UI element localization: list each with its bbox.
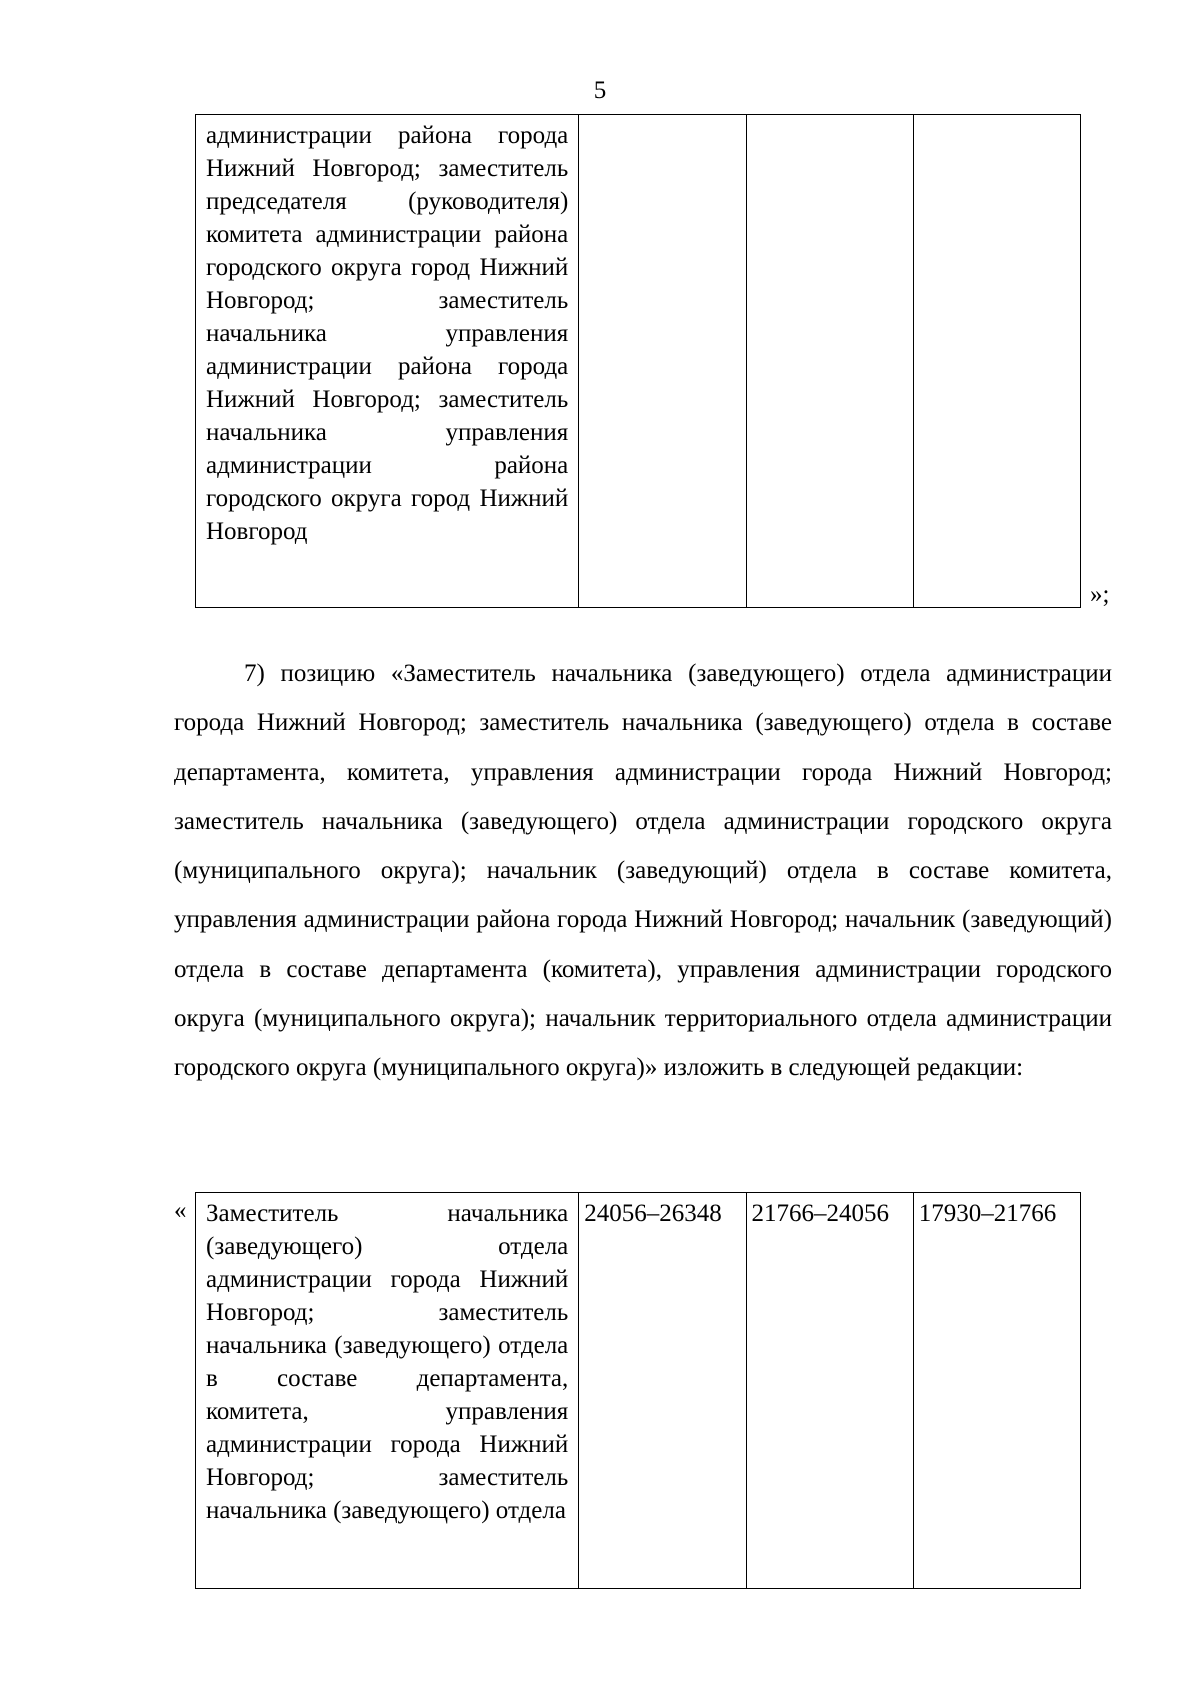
closing-quote-mark: »; — [1090, 581, 1110, 608]
salary-cell-2: 21766–24056 — [746, 1193, 913, 1589]
table-row — [196, 1193, 1081, 1589]
salary-cell-3: 17930–21766 — [913, 1193, 1080, 1589]
salary-cell-3 — [913, 115, 1080, 608]
table-row — [196, 115, 1081, 608]
amendment-paragraph: 7) позицию «Заместитель начальника (заведующего) отдела администрации города Нижний Новгород; заместитель начальника (заведующего) отдела в составе департамента, комитета, управления администрации города Нижний Новгород; заместитель начальника (заведующего) отдела администрации городского округа (муниципального округа); начальник (заведующий) отдела в составе комитета, управления администрации района города Нижний Новгород; начальник (заведующий) отдела в составе департамента (комитета), управления администрации городского округа (муниципального округа); начальник территориального отдела администрации городского округа (муниципального округа)» изложить в следующей редакции: — [174, 660, 1112, 1082]
opening-quote-mark: « — [174, 1197, 187, 1224]
position-name-cell: администрации района города Нижний Новгород; заместитель председателя (руководителя) комитета администрации района городского округа город Нижний Новгород; заместитель начальника управления администрации района города Нижний Новгород; заместитель начальника управления администрации района городского округа город Нижний Новгород — [196, 115, 579, 608]
position-table-continued — [195, 114, 1081, 608]
salary-cell-2 — [746, 115, 913, 608]
salary-cell-1 — [579, 115, 746, 608]
salary-cell-1: 24056–26348 — [579, 1193, 746, 1589]
page-number: 5 — [593, 77, 607, 104]
position-name-cell: Заместитель начальника (заведующего) отдела администрации города Нижний Новгород; заместитель начальника (заведующего) отдела в составе департамента, комитета, управления администрации города Нижний Новгород; заместитель начальника (заведующего) отдела — [196, 1193, 579, 1589]
position-table-new — [195, 1192, 1081, 1589]
